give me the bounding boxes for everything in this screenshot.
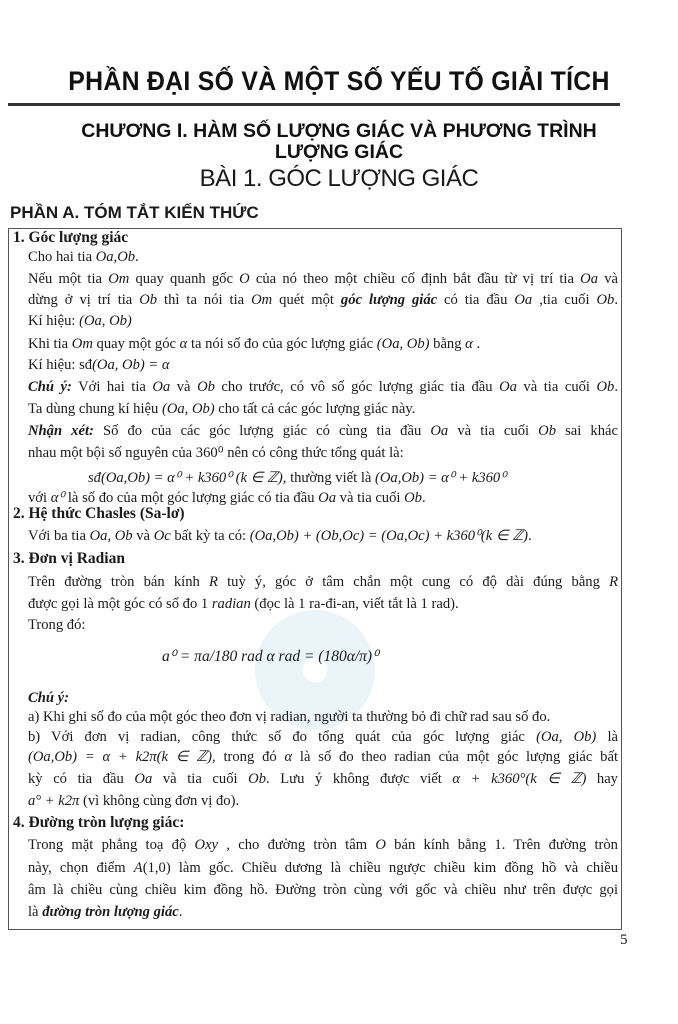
text-segment: và tia cuối <box>152 771 249 787</box>
text-segment: Trong đó: <box>28 617 86 633</box>
text-line <box>28 859 618 877</box>
text-segment: Om <box>71 336 93 352</box>
text-segment: tuỳ ý, góc ở tâm chắn một cung có độ dài đúng bằng <box>217 574 610 590</box>
text-segment: Oxy <box>194 837 219 853</box>
text-segment: Ob <box>139 292 158 308</box>
chapter-title-line1: CHƯƠNG I. HÀM SỐ LƯỢNG GIÁC VÀ PHƯƠNG TRÌNH <box>81 120 597 142</box>
text-segment: cho tất cả các góc lượng giác này. <box>214 401 416 417</box>
section-heading <box>13 505 603 523</box>
text-segment: Chú ý: <box>28 379 72 395</box>
text-segment: α + k360°(k ∈ ℤ) <box>452 771 587 787</box>
text-line <box>28 836 618 854</box>
text-segment: quay một góc <box>92 336 180 352</box>
text-segment: này, chọn điểm <box>28 860 134 876</box>
text-segment: Với hai tia <box>71 379 153 395</box>
text-segment: (Oa, Ob) = α <box>92 357 170 373</box>
text-line <box>28 378 618 396</box>
text-line <box>28 527 618 545</box>
text-segment: (Oa,Ob) = α⁰ + k360⁰ <box>375 470 507 486</box>
text-segment: và <box>132 528 154 544</box>
text-segment: 3. Đơn vị Radian <box>13 550 125 567</box>
text-segment: nhau một bội số nguyên của 360⁰ nên có công thức tổng quát là: <box>28 445 404 461</box>
text-segment: dừng ở vị trí tia <box>28 292 140 308</box>
text-segment: b) Với đơn vị radian, công thức số đo tổng quát của góc lượng giác <box>28 729 537 745</box>
text-line <box>28 748 618 766</box>
text-segment: Khi tia <box>28 336 72 352</box>
text-line <box>28 422 618 440</box>
text-segment: có tia đầu <box>437 292 515 308</box>
text-line <box>28 444 618 462</box>
text-segment: bằng <box>429 336 466 352</box>
text-line <box>28 792 618 810</box>
text-segment: là số đo của một góc lượng giác có tia đầu <box>64 490 319 506</box>
text-segment: Om <box>108 271 130 287</box>
text-line <box>28 270 618 288</box>
text-segment: Ob <box>197 379 215 395</box>
text-segment: (Oa,Ob) + (Ob,Oc) = (Oa,Oc) + k360⁰(k ∈ ℤ) <box>249 528 528 544</box>
text-segment: α rad = (180α/π)⁰ <box>266 648 379 665</box>
section-heading <box>13 229 603 247</box>
text-line <box>28 708 618 726</box>
text-segment: Với ba tia <box>28 528 90 544</box>
text-line <box>28 312 618 330</box>
text-segment: và tia cuối <box>336 490 405 506</box>
text-segment: O <box>239 271 250 287</box>
title-rule <box>8 103 620 106</box>
text-segment: Oa <box>499 379 517 395</box>
text-segment: Oa <box>430 423 449 439</box>
text-line <box>28 903 618 921</box>
text-segment: . <box>614 292 618 308</box>
text-segment: α <box>284 749 293 765</box>
lesson-title: BÀI 1. GÓC LƯỢNG GIÁC <box>199 165 479 192</box>
text-segment: a⁰ = πa/180 rad <box>162 648 263 665</box>
text-segment: Oa <box>134 771 153 787</box>
text-segment: 1. Góc lượng giác <box>13 229 129 246</box>
text-segment: Oa <box>580 271 598 287</box>
text-segment: . <box>527 528 532 544</box>
text-line <box>28 248 618 266</box>
text-segment: và <box>170 379 198 395</box>
text-segment: kỳ có tia đầu <box>28 771 135 787</box>
text-line <box>28 356 618 374</box>
text-segment: α⁰ <box>50 490 65 506</box>
text-segment: . <box>135 249 139 265</box>
chapter-title-line2: LƯỢNG GIÁC <box>274 141 404 163</box>
text-segment: . Lưu ý không được viết <box>266 771 453 787</box>
text-segment: Oa,Ob <box>95 249 136 265</box>
text-segment: (đọc là 1 ra-đi-an, viết tắt là 1 rad). <box>250 596 459 612</box>
text-segment: Ob <box>404 490 422 506</box>
text-segment: ,tia cuối <box>532 292 597 308</box>
text-segment: Cho hai tia <box>28 249 96 265</box>
text-segment: thì ta nói tia <box>157 292 252 308</box>
text-line <box>28 291 618 309</box>
text-segment: ta nói số đo của góc lượng giác <box>187 336 377 352</box>
text-line <box>28 335 618 353</box>
page-number: 5 <box>620 932 628 948</box>
text-segment: Ob <box>538 423 556 439</box>
text-segment: Oa, Ob <box>89 528 133 544</box>
text-segment: Ob <box>596 292 615 308</box>
text-segment: Kí hiệu: <box>28 313 80 329</box>
text-segment: đường tròn lượng giác <box>42 904 179 920</box>
text-line <box>28 595 618 613</box>
text-segment: Ob <box>248 771 266 787</box>
text-segment: của nó theo một chiều cố định bắt đầu từ vị trí tia <box>249 271 581 287</box>
text-segment: Nhận xét: <box>28 423 94 439</box>
text-segment: R <box>208 574 218 590</box>
text-segment: (Oa, Ob) <box>376 336 430 352</box>
text-segment: (1,0) làm gốc. Chiều dương là chiều ngược chiều kim đồng hồ và chiều <box>142 860 619 876</box>
text-segment: Ta dùng chung kí hiệu <box>28 401 162 417</box>
text-segment: α <box>465 336 473 352</box>
text-segment: là số đo theo radian của một góc lượng giác bất <box>292 749 618 765</box>
text-segment: Chú ý: <box>28 690 69 706</box>
text-segment: α <box>179 336 188 352</box>
text-segment: a° + k2π <box>28 793 80 809</box>
text-segment: Oa <box>152 379 171 395</box>
text-segment: cho trước, có vô số góc lượng giác tia đầu <box>214 379 500 395</box>
text-line <box>28 616 618 634</box>
text-segment: (Oa,Ob) = α + k2π(k ∈ ℤ) <box>28 749 213 765</box>
text-segment: bán kính bằng 1. Trên đường tròn <box>385 837 618 853</box>
text-segment: . <box>614 379 618 395</box>
part-title: PHẦN ĐẠI SỐ VÀ MỘT SỐ YẾU TỐ GIẢI TÍCH <box>68 66 610 96</box>
text-segment: (Oa, Ob) <box>161 401 215 417</box>
text-segment: , trong đó <box>212 749 285 765</box>
text-segment: Oa <box>514 292 533 308</box>
text-segment: góc lượng giác <box>340 292 438 308</box>
text-segment: . <box>472 336 481 352</box>
text-segment: là <box>596 729 618 745</box>
text-segment: được gọi là một góc có số đo 1 <box>28 596 212 612</box>
text-line <box>28 573 618 591</box>
text-line <box>28 400 618 418</box>
text-segment: Oc <box>153 528 171 544</box>
text-segment: hay <box>586 771 618 787</box>
text-segment: R <box>609 574 618 590</box>
text-line <box>162 648 678 666</box>
text-segment: O <box>375 837 386 853</box>
text-line <box>28 689 618 707</box>
text-segment: (Oa, Ob) <box>79 313 132 329</box>
text-segment: sai khác <box>556 423 618 439</box>
text-segment: bất kỳ ta có: <box>170 528 250 544</box>
text-segment: A <box>133 860 143 876</box>
text-segment: âm là chiều cùng chiều kim đồng hồ. Đường tròn cùng với gốc và chiều như trên được gọi <box>28 882 618 898</box>
text-segment: radian <box>211 596 251 612</box>
text-segment: , thường viết là <box>282 470 375 486</box>
section-heading <box>13 814 603 832</box>
text-segment: 2. Hệ thức Chasles (Sa-lơ) <box>13 505 185 522</box>
text-segment: Om <box>251 292 273 308</box>
text-segment: . <box>421 490 426 506</box>
text-segment: a) Khi ghi số đo của một góc theo đơn vị radian, người ta thường bỏ đi chữ rad sau số đo. <box>28 709 551 725</box>
section-heading: PHẦN A. TÓM TẮT KIẾN THỨC <box>10 203 259 222</box>
text-segment: Nếu một tia <box>28 271 109 287</box>
text-line <box>88 469 678 487</box>
text-segment: Số đo của các góc lượng giác có cùng tia đầu <box>93 423 431 439</box>
text-segment: Ob <box>596 379 615 395</box>
text-line <box>28 881 618 899</box>
text-segment: . <box>178 904 183 920</box>
text-segment: và tia cuối <box>448 423 539 439</box>
text-segment: (Oa, Ob) <box>536 729 597 745</box>
text-segment: là <box>28 904 43 920</box>
text-segment: và <box>598 271 618 287</box>
text-segment: Kí hiệu: sđ <box>28 357 93 373</box>
text-line <box>28 728 618 746</box>
text-segment: Trên đường tròn bán kính <box>28 574 209 590</box>
text-segment: quét một <box>272 292 341 308</box>
text-segment: (vì không cùng đơn vị đo). <box>79 793 240 809</box>
text-line <box>28 770 618 788</box>
text-segment: quay quanh gốc <box>129 271 240 287</box>
text-segment: , cho đường tròn tâm <box>218 837 376 853</box>
text-segment: 4. Đường tròn lượng giác: <box>13 814 185 831</box>
text-segment: sđ(Oa,Ob) = α⁰ + k360⁰ (k ∈ ℤ) <box>88 470 283 486</box>
text-segment: Oa <box>318 490 337 506</box>
text-segment: và tia cuối <box>516 379 597 395</box>
text-segment: với <box>28 490 51 506</box>
section-heading <box>13 550 603 568</box>
text-segment: Trong mặt phẳng toạ độ <box>28 837 195 853</box>
